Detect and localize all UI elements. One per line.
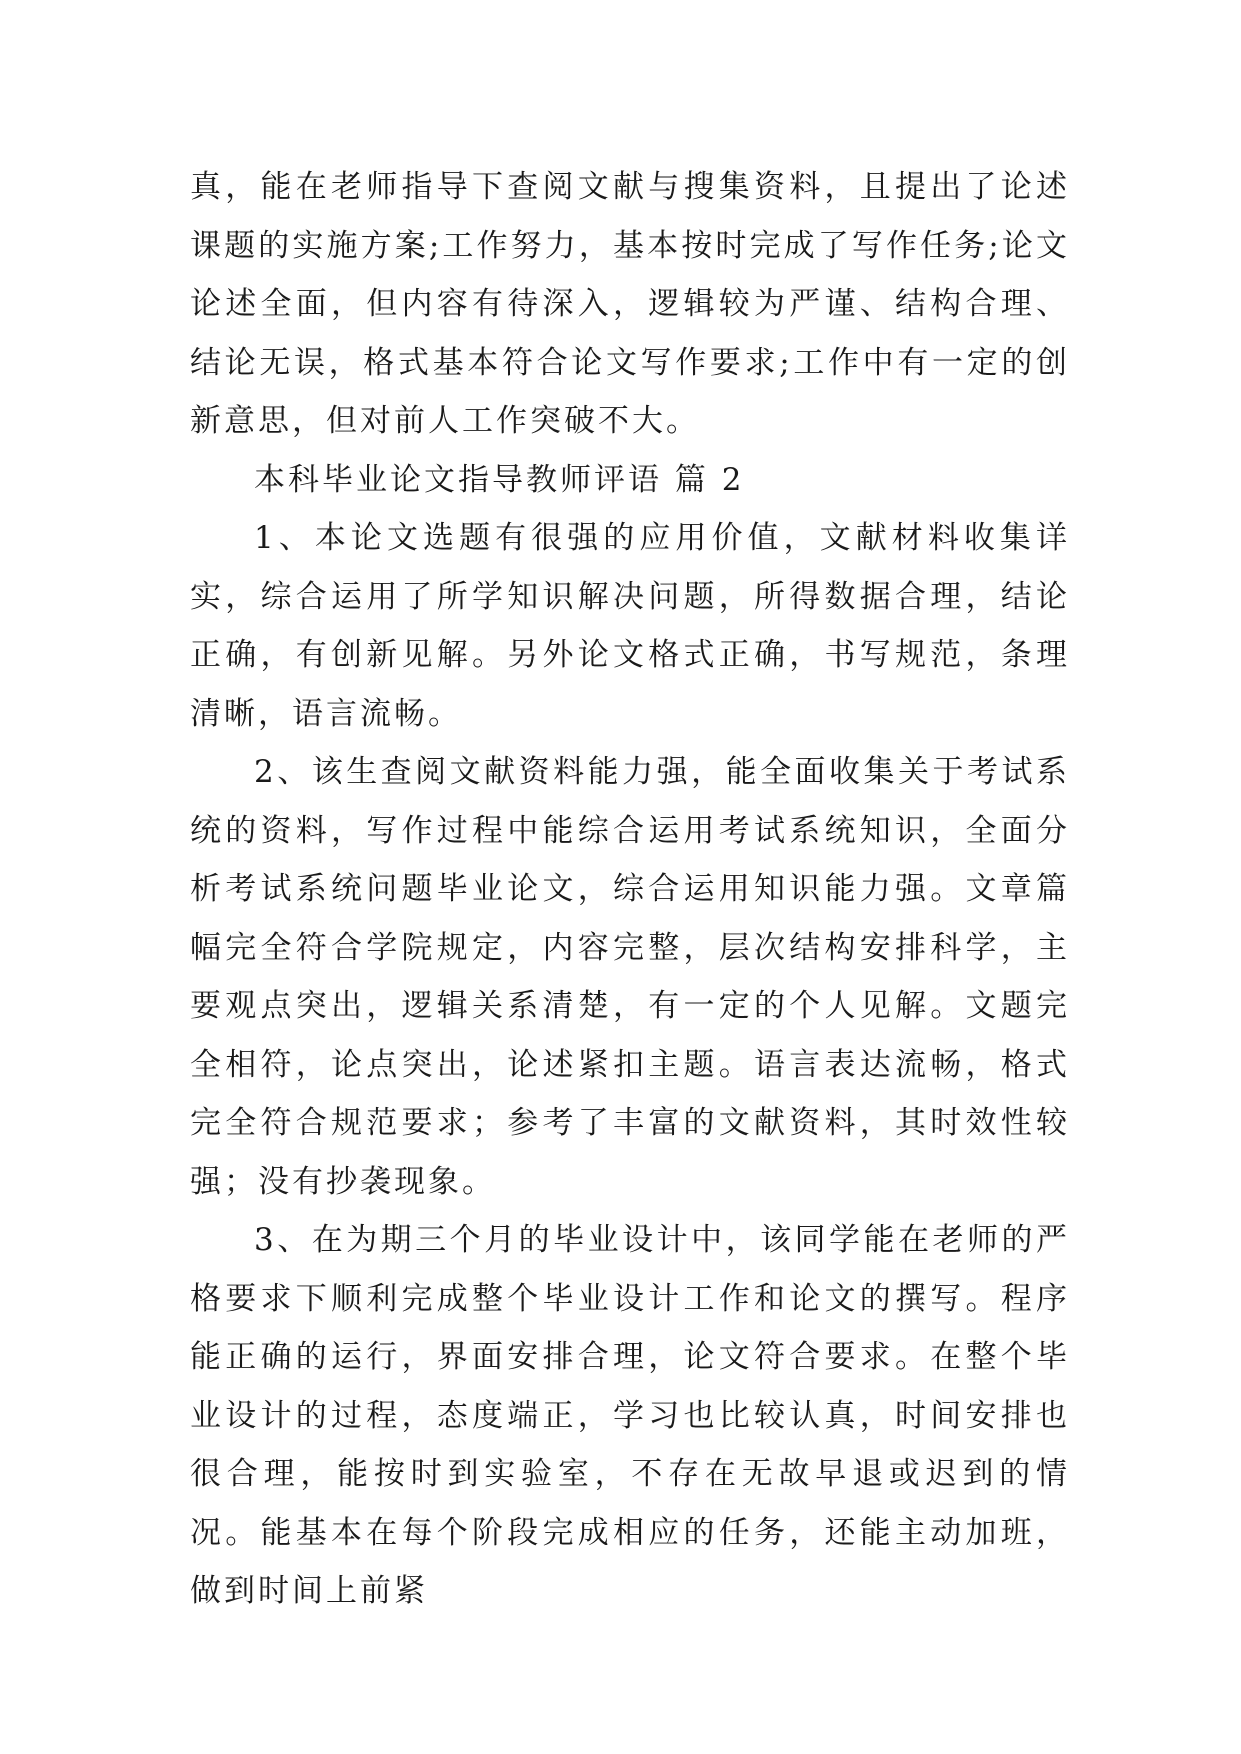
intro-continuation-paragraph: 真，能在老师指导下查阅文献与搜集资料，且提出了论述课题的实施方案;工作努力，基本按时完成了写作任务;论文论述全面，但内容有待深入，逻辑较为严谨、结构合理、结论无误，格式基本符合论文写作要求;工作中有一定的创新意思，但对前人工作突破不大。 (190, 169, 1070, 439)
comment-item-3: 3、在为期三个月的毕业设计中，该同学能在老师的严格要求下顺利完成整个毕业设计工作和论文的撰写。程序能正确的运行，界面安排合理，论文符合要求。在整个毕业设计的过程，态度端正，学习也比较认真，时间安排也很合理，能按时到实验室，不存在无故早退或迟到的情况。能基本在每个阶段完成相应的任务，还能主动加班，做到时间上前紧 (190, 1222, 1070, 1609)
document-page (190, 158, 1070, 1621)
comment-item-2: 2、该生查阅文献资料能力强，能全面收集关于考试系统的资料，写作过程中能综合运用考试系统知识，全面分析考试系统问题毕业论文，综合运用知识能力强。文章篇幅完全符合学院规定，内容完整，层次结构安排科学，主要观点突出，逻辑关系清楚，有一定的个人见解。文题完全相符，论点突出，论述紧扣主题。语言表达流畅，格式完全符合规范要求；参考了丰富的文献资料，其时效性较强；没有抄袭现象。 (190, 754, 1070, 1200)
section-heading: 本科毕业论文指导教师评语 篇 2 (254, 461, 745, 498)
comment-item-1: 1、本论文选题有很强的应用价值，文献材料收集详实，综合运用了所学知识解决问题，所得数据合理，结论正确，有创新见解。另外论文格式正确，书写规范，条理清晰，语言流畅。 (190, 520, 1070, 732)
